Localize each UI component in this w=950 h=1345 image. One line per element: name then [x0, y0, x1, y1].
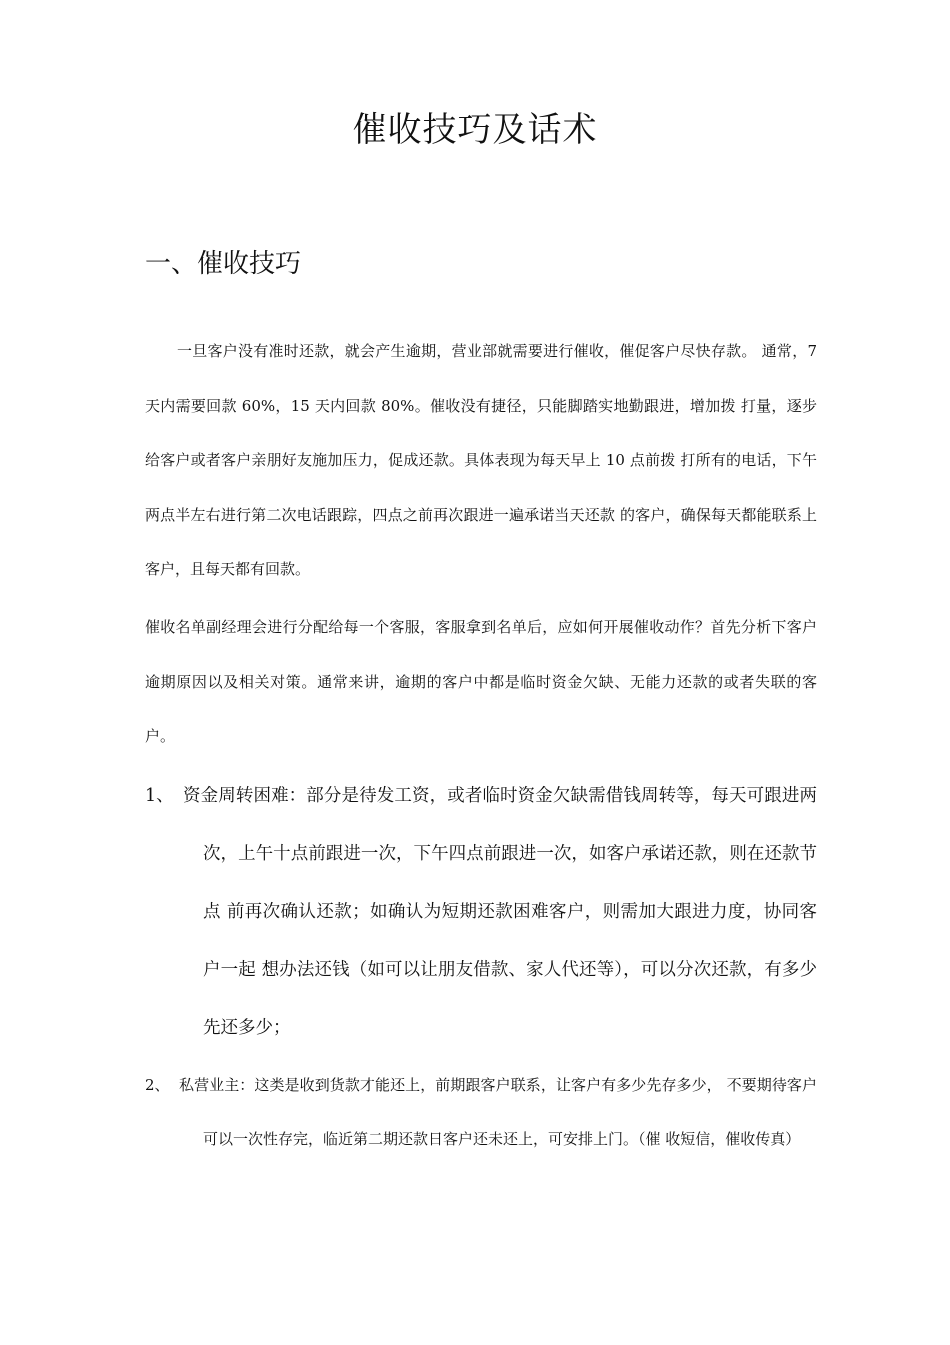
list-item-number: 2、: [145, 1076, 170, 1094]
assignment-paragraph: 催收名单副经理会进行分配给每一个客服，客服拿到名单后，应如何开展催收动作？首先分析下客户逾期原因以及相关对策。通常来讲，逾期的客户中都是临时资金欠缺、无能力还款的或者失联的客户。: [145, 618, 817, 745]
list-item-text: 资金周转困难：部分是待发工资，或者临时资金欠缺需借钱周转等，每天可跟进两 次，上午十点前跟进一次，下午四点前跟进一次，如客户承诺还款，则在还款节点 前再次确认还款；如确认为短期还款困难客户，则需加大跟进力度，协同客户一起 想办法还钱（如可以让朋友借款、家人代还等），可以分次还款，有多少先还多少；: [183, 786, 817, 1038]
section-heading: 一、催收技巧: [145, 249, 302, 279]
document-title: 催收技巧及话术: [352, 110, 598, 150]
list-item-1: [145, 767, 817, 1057]
list-item-number: 1、: [145, 786, 174, 806]
intro-paragraph: 一旦客户没有准时还款，就会产生逾期，营业部就需要进行催收，催促客户尽快存款。 通常，7 天内需要回款 60%，15 天内回款 80%。催收没有捷径，只能脚踏实地勤跟进，增加拨 打量，逐步给客户或者客户亲朋好友施加压力，促成还款。具体表现为每天早上 10 点前拨 打所有的电话，下午两点半左右进行第二次电话跟踪，四点之前再次跟进一遍承诺当天还款 的客户，确保每天都能联系上客户，且每天都有回款。: [145, 342, 817, 578]
list-item-2: [145, 1058, 817, 1166]
list-item-text: 私营业主：这类是收到货款才能还上，前期跟客户联系，让客户有多少先存多少， 不要期待客户可以一次性存完，临近第二期还款日客户还未还上，可安排上门。（催 收短信，催收传真）: [179, 1076, 817, 1148]
